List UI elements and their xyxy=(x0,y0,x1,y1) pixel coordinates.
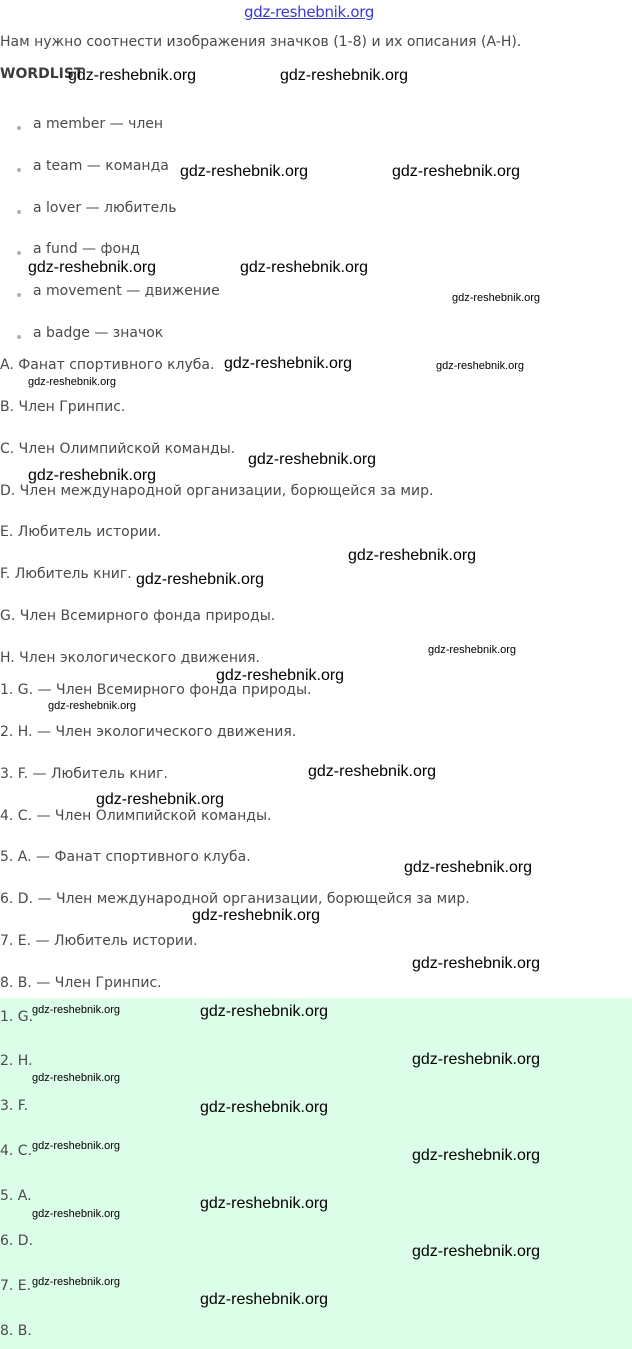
watermark: gdz-reshebnik.org xyxy=(180,163,309,180)
match-item: 8. B. — Член Гринпис. xyxy=(0,975,162,991)
watermark: gdz-reshebnik.org xyxy=(308,763,437,780)
watermark: gdz-reshebnik.org xyxy=(28,467,157,484)
watermark: gdz-reshebnik.org xyxy=(192,907,321,924)
watermark: gdz-reshebnik.org xyxy=(200,1195,329,1212)
bullet-icon xyxy=(17,335,21,339)
wordlist-title: WORDLIST xyxy=(0,66,84,82)
match-item: 4. C. — Член Олимпийской команды. xyxy=(0,808,272,824)
wordlist-item: a lover — любитель xyxy=(33,200,177,216)
wordlist-item: a team — команда xyxy=(33,158,169,174)
answer-item: 6. D. xyxy=(0,1233,34,1249)
watermark: gdz-reshebnik.org xyxy=(348,547,477,564)
watermark: gdz-reshebnik.org xyxy=(428,644,517,656)
watermark: gdz-reshebnik.org xyxy=(412,1147,541,1164)
answer-item: 5. A. xyxy=(0,1188,32,1204)
watermark: gdz-reshebnik.org xyxy=(96,791,225,808)
answer-item: 2. H. xyxy=(0,1053,33,1069)
match-item: 2. H. — Член экологического движения. xyxy=(0,724,297,740)
watermark: gdz-reshebnik.org xyxy=(412,955,541,972)
description-item: B. Член Гринпис. xyxy=(0,399,126,415)
wordlist-item: a badge — значок xyxy=(33,325,164,341)
watermark: gdz-reshebnik.org xyxy=(200,1291,329,1308)
description-item: F. Любитель книг. xyxy=(0,566,132,582)
description-item: G. Член Всемирного фонда природы. xyxy=(0,608,276,624)
watermark: gdz-reshebnik.org xyxy=(280,67,409,84)
watermark: gdz-reshebnik.org xyxy=(32,1140,121,1152)
answer-item: 1. G. xyxy=(0,1009,34,1025)
watermark: gdz-reshebnik.org xyxy=(68,67,197,84)
watermark: gdz-reshebnik.org xyxy=(32,1276,121,1288)
match-item: 7. E. — Любитель истории. xyxy=(0,933,198,949)
answer-item: 7. E. xyxy=(0,1278,32,1294)
watermark: gdz-reshebnik.org xyxy=(28,259,157,276)
match-item: 6. D. — Член международной организации, борющейся за мир. xyxy=(0,891,470,907)
wordlist-item: a member — член xyxy=(33,116,164,132)
watermark: gdz-reshebnik.org xyxy=(28,376,117,388)
site-link[interactable]: gdz-reshebnik.org xyxy=(244,3,375,21)
bullet-icon xyxy=(17,168,21,172)
watermark: gdz-reshebnik.org xyxy=(32,1004,121,1016)
bullet-icon xyxy=(17,126,21,130)
watermark: gdz-reshebnik.org xyxy=(32,1072,121,1084)
bullet-icon xyxy=(17,210,21,214)
watermark: gdz-reshebnik.org xyxy=(412,1243,541,1260)
watermark: gdz-reshebnik.org xyxy=(136,571,265,588)
answer-item: 4. C. xyxy=(0,1143,33,1159)
watermark: gdz-reshebnik.org xyxy=(452,292,541,304)
watermark: gdz-reshebnik.org xyxy=(200,1003,329,1020)
watermark: gdz-reshebnik.org xyxy=(436,360,525,372)
answer-item: 3. F. xyxy=(0,1098,29,1114)
match-item: 1. G. — Член Всемирного фонда природы. xyxy=(0,682,312,698)
description-item: C. Член Олимпийской команды. xyxy=(0,441,236,457)
watermark: gdz-reshebnik.org xyxy=(412,1051,541,1068)
wordlist-item: a movement — движение xyxy=(33,283,220,299)
watermark: gdz-reshebnik.org xyxy=(240,259,369,276)
match-item: 3. F. — Любитель книг. xyxy=(0,766,168,782)
description-item: A. Фанат спортивного клуба. xyxy=(0,357,215,373)
description-item: D. Член международной организации, борющейся за мир. xyxy=(0,483,434,499)
watermark: gdz-reshebnik.org xyxy=(32,1208,121,1220)
watermark: gdz-reshebnik.org xyxy=(216,667,345,684)
task-instruction: Нам нужно соотнести изображения значков (1-8) и их описания (A-H). xyxy=(0,34,522,50)
watermark: gdz-reshebnik.org xyxy=(248,451,377,468)
watermark: gdz-reshebnik.org xyxy=(404,859,533,876)
wordlist-item: a fund — фонд xyxy=(33,241,140,257)
watermark: gdz-reshebnik.org xyxy=(392,163,521,180)
watermark: gdz-reshebnik.org xyxy=(48,700,137,712)
watermark: gdz-reshebnik.org xyxy=(224,355,353,372)
description-item: H. Член экологического движения. xyxy=(0,650,260,666)
match-item: 5. A. — Фанат спортивного клуба. xyxy=(0,849,251,865)
bullet-icon xyxy=(17,251,21,255)
answer-item: 8. B. xyxy=(0,1323,32,1339)
description-item: E. Любитель истории. xyxy=(0,524,162,540)
bullet-icon xyxy=(17,293,21,297)
watermark: gdz-reshebnik.org xyxy=(200,1099,329,1116)
